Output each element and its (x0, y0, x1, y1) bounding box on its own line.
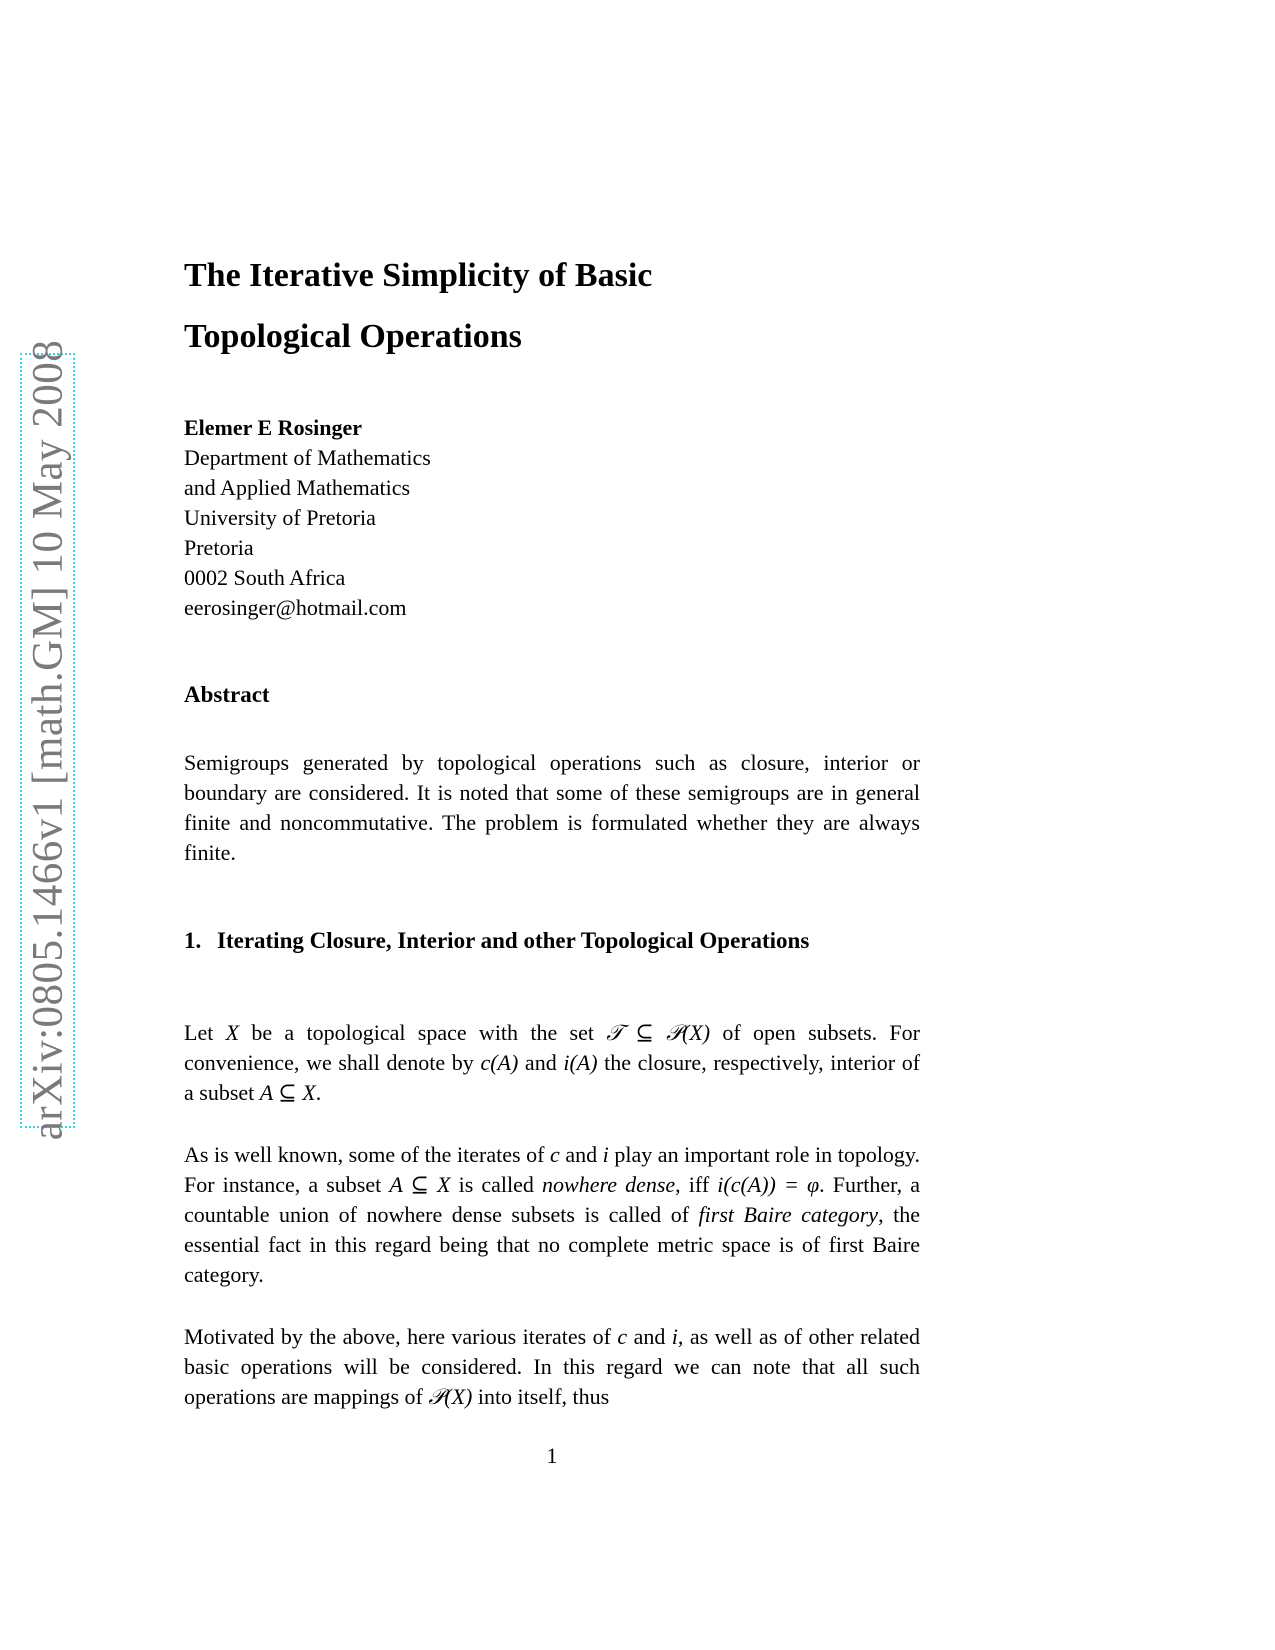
math-i: i (602, 1142, 609, 1167)
arxiv-identifier: arXiv:0805.1466v1 [math.GM] 10 May 2008 (24, 339, 72, 1141)
text-run: into itself, thus (472, 1384, 610, 1409)
term-first-baire-category: first Baire category (698, 1202, 879, 1227)
math-c: c (617, 1324, 628, 1349)
text-run: , as well as of other related basic operations will be considered. In this regard we can note that all such operations are mappings of (184, 1324, 920, 1409)
affiliation-line-4: Pretoria (184, 535, 254, 560)
math-i: i (671, 1324, 678, 1349)
affiliation-line-5: 0002 South Africa (184, 565, 346, 590)
text-run: be a topological space with the set (239, 1020, 607, 1045)
abstract-heading: Abstract (184, 682, 270, 707)
math-subset: A ⊆ X (389, 1172, 451, 1197)
title-line-2: Topological Operations (184, 318, 522, 355)
math-powerset: 𝒫(X) (428, 1384, 473, 1409)
text-run: , iff (675, 1172, 718, 1197)
text-run: . (315, 1080, 322, 1105)
math-c: c (550, 1142, 560, 1167)
text-run: , the essential fact in this regard being that no complete metric space is of first Baire category. (184, 1202, 920, 1287)
math-interior: i(A) (563, 1050, 598, 1075)
affiliation-line-3: University of Pretoria (184, 505, 376, 530)
affiliation-line-1: Department of Mathematics (184, 445, 431, 470)
text-run: . Further, a countable union of nowhere dense subsets is called of (184, 1172, 920, 1227)
author-block (184, 413, 920, 623)
affiliation-line-2: and Applied Mathematics (184, 475, 411, 500)
math-subset: A ⊆ X (259, 1080, 316, 1105)
page-number: 1 (546, 1443, 558, 1468)
text-run: of open subsets. For convenience, we shall denote by (184, 1020, 920, 1075)
text-run: As is well known, some of the iterates of (184, 1142, 550, 1167)
term-nowhere-dense: nowhere dense (542, 1172, 676, 1197)
text-run: Let (184, 1020, 226, 1045)
text-run: and (627, 1324, 672, 1349)
math-x: X (225, 1020, 240, 1045)
section-title: Iterating Closure, Interior and other Topological Operations (217, 928, 810, 953)
math-nowhere-dense-condition: i(c(A)) = φ (717, 1172, 820, 1197)
title-line-1: The Iterative Simplicity of Basic (184, 257, 653, 294)
text-run: and (518, 1050, 564, 1075)
text-run: the closure, respectively, interior of a subset (184, 1050, 921, 1105)
author-email: eerosinger@hotmail.com (184, 595, 407, 620)
section-number: 1. (184, 928, 202, 953)
author-name: Elemer E Rosinger (184, 415, 363, 440)
math-closure: c(A) (480, 1050, 519, 1075)
paper-title (184, 245, 920, 367)
text-run: Motivated by the above, here various iterates of (184, 1324, 618, 1349)
paragraph-2 (184, 1140, 920, 1290)
paragraph-1 (184, 1018, 920, 1108)
paragraph-3 (184, 1322, 920, 1412)
text-run: and (559, 1142, 603, 1167)
abstract-text: Semigroups generated by topological operations such as closure, interior or boundary are considered. It is noted that some of these semigroups are in general finite and noncommutative. The problem is formulated whether they are always finite. (184, 750, 920, 865)
section-heading (184, 926, 920, 956)
text-run: is called (450, 1172, 543, 1197)
math-topology: 𝒯 ⊆ 𝒫(X) (606, 1020, 711, 1045)
text-run: play an important role in topology. For instance, a subset (184, 1142, 921, 1197)
